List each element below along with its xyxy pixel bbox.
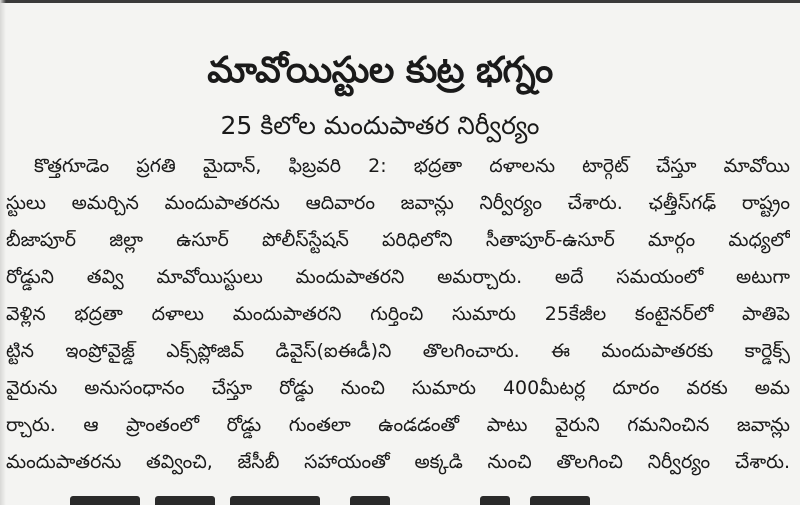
body-line: వైరును అనుసంధానం చేస్తూ రోడ్డు నుంచి సుమారు 400మీటర్ల దూరం వరకు అమ [6, 377, 790, 399]
body-line: మందుపాతరను తవ్వించి, జేసీబీ సహాయంతో అక్కడి నుంచి తొలగించి నిర్వీర్యం చేశారు. [6, 451, 790, 473]
article-headline: మావోయిస్టుల కుట్ర భగ్నం [207, 50, 553, 91]
body-line: బీజాపూర్ జిల్లా ఉసూర్ పోలీస్‌స్టేషన్ పరిధిలోని సీతాపూర్-ఉసూర్ మార్గం మధ్యలో [6, 229, 790, 251]
article-subheadline: 25 కిలోల మందుపాతర నిర్వీర్యం [220, 111, 540, 140]
article-body [0, 148, 790, 481]
body-line: రోడ్డుని తవ్వి మావోయిస్టులు మందుపాతరని అమర్చారు. అదే సమయంలో అటుగా [6, 266, 790, 288]
body-line: స్టులు అమర్చిన మందుపాతరను ఆదివారం జవాన్లు నిర్వీర్యం చేశారు. ఛత్తీస్‌గఢ్ రాష్ట్రం [6, 192, 790, 214]
body-line: వెళ్లిన భద్రతా దళాలు మందుపాతరని గుర్తించి సుమారు 25కేజీల కంటైనర్‌లో పాతిపె [6, 303, 790, 325]
body-line: కొత్తగూడెం ప్రగతి మైదాన్, ఫిబ్రవరి 2: భద్రతా దళాలను టార్గెట్ చేస్తూ మావోయి [34, 155, 790, 177]
body-line: ట్టిన ఇంప్రోవైజ్డ్ ఎక్స్‌ప్లోజివ్ డివైస్(ఐఈడీ)ని తొలగించారు. ఈ మందుపాతరకు కార్డెక్స్ [6, 340, 790, 362]
body-line: ర్చారు. ఆ ప్రాంతంలో రోడ్డు గుంతలా ఉండడంతో పాటు వైరుని గమనించిన జవాన్లు [6, 414, 790, 436]
cropped-next-headline [60, 494, 680, 505]
